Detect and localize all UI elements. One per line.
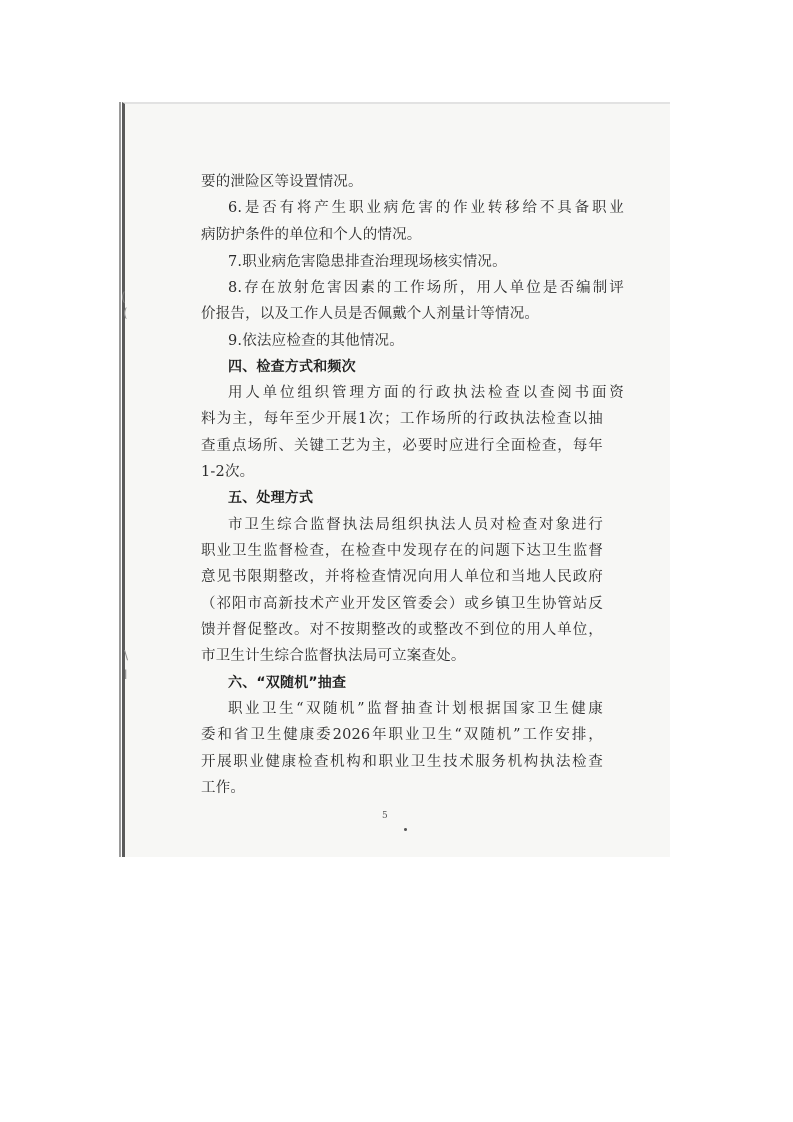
section-heading: 五、处理方式 bbox=[228, 490, 314, 506]
text-line: 委和省卫生健康委2026年职业卫生“双随机”工作安排， bbox=[201, 727, 603, 743]
text-line: 要的泄险区等设置情况。 bbox=[201, 174, 363, 190]
scan-shadow-edge bbox=[119, 102, 121, 857]
scan-mark: \ bbox=[124, 648, 129, 662]
text-line: 价报告，以及工作人员是否佩戴个人剂量计等情况。 bbox=[201, 306, 540, 322]
text-line: 病防护条件的单位和个人的情况。 bbox=[201, 227, 422, 243]
text-line: 意见书限期整改，并将检查情况向用人单位和当地人民政府 bbox=[201, 569, 603, 585]
text-line: 职业卫生监督检查，在检查中发现存在的问题下达卫生监督 bbox=[201, 543, 603, 559]
text-line: 职业卫生“双随机”监督抽查计划根据国家卫生健康 bbox=[228, 701, 603, 717]
text-line: 市卫生计生综合监督执法局可立案查处。 bbox=[201, 648, 466, 664]
text-line: 工作。 bbox=[201, 780, 246, 796]
scan-speck bbox=[404, 828, 407, 831]
text-line: 9.依法应检查的其他情况。 bbox=[228, 333, 404, 349]
text-line: 1-2次。 bbox=[201, 464, 255, 480]
text-line: 8.存在放射危害因素的工作场所，用人单位是否编制评 bbox=[228, 280, 624, 296]
text-line: 馈并督促整改。对不按期整改的或整改不到位的用人单位， bbox=[201, 622, 603, 638]
text-line: 用人单位组织管理方面的行政执法检查以查阅书面资 bbox=[228, 385, 624, 401]
section-heading: 六、“双随机”抽查 bbox=[228, 675, 347, 691]
scan-mark: ( bbox=[123, 306, 128, 320]
text-line: 7.职业病危害隐患排查治理现场核实情况。 bbox=[228, 254, 507, 270]
page-number: 5 bbox=[382, 811, 388, 821]
scan-mark: l bbox=[124, 668, 128, 682]
text-line: 料为主，每年至少开展1次；工作场所的行政执法检查以抽 bbox=[201, 411, 603, 427]
text-line: 开展职业健康检查机构和职业卫生技术服务机构执法检查 bbox=[201, 754, 603, 770]
text-line: （祁阳市高新技术产业开发区管委会）或乡镇卫生协管站反 bbox=[201, 596, 603, 612]
section-heading: 四、检查方式和频次 bbox=[228, 359, 356, 375]
scan-mark: ( bbox=[121, 290, 126, 304]
text-line: 市卫生综合监督执法局组织执法人员对检查对象进行 bbox=[228, 517, 603, 533]
text-line: 查重点场所、关键工艺为主，必要时应进行全面检查，每年 bbox=[201, 438, 603, 454]
text-line: 6.是否有将产生职业病危害的作业转移给不具备职业 bbox=[228, 200, 624, 216]
